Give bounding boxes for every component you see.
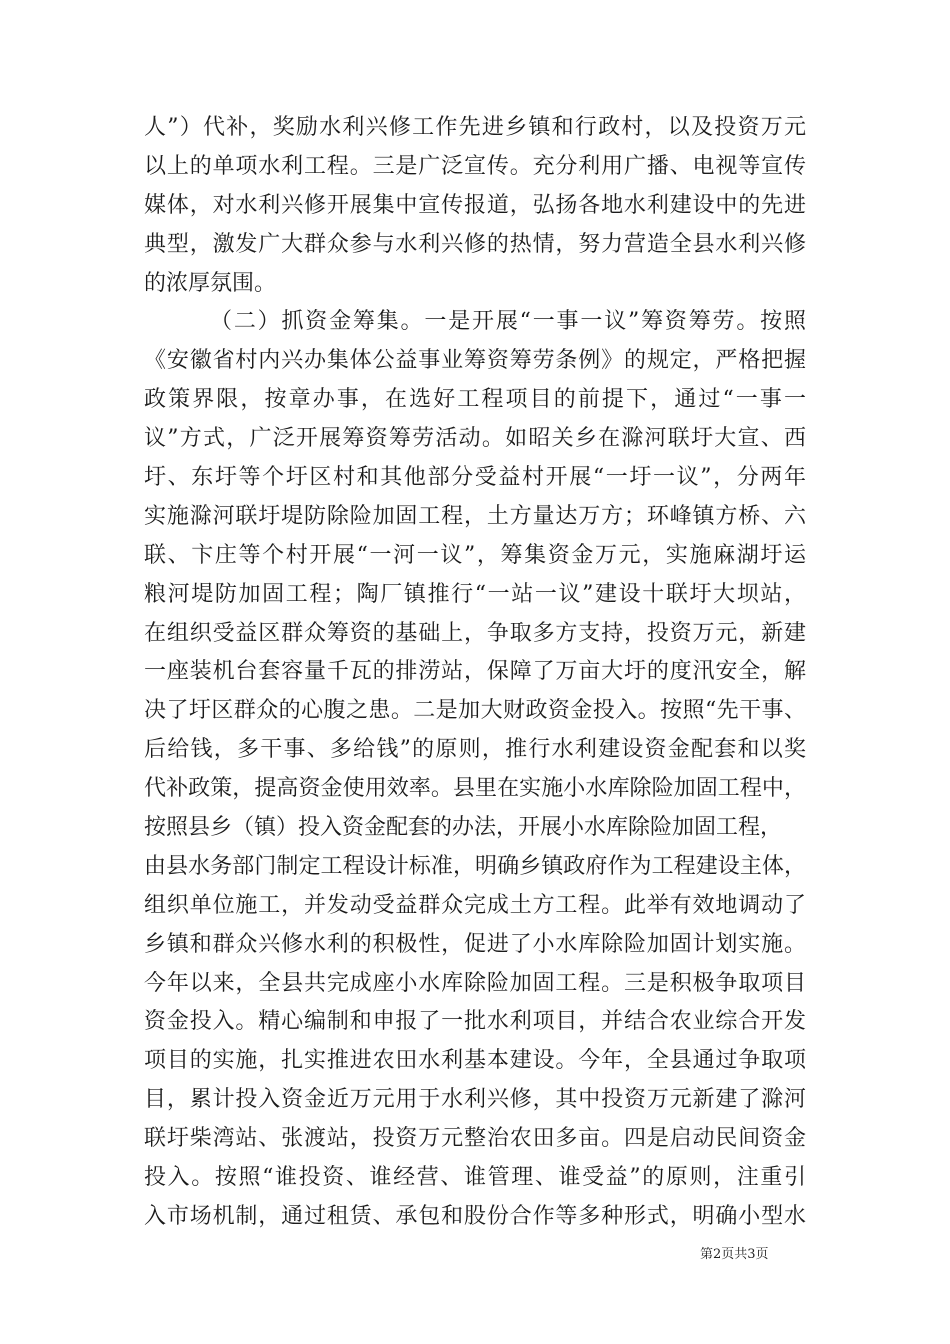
text-line: 议”方式，广泛开展筹资筹劳活动。如昭关乡在滁河联圩大宣、西 [144, 426, 806, 452]
text-line: 联、卞庄等个村开展“一河一议”，筹集资金万元，实施麻湖圩运 [144, 542, 806, 568]
text-line: 圩、东圩等个圩区村和其他部分受益村开展“一圩一议”，分两年 [144, 465, 806, 491]
text-line: 项目的实施，扎实推进农田水利基本建设。今年，全县通过争取项 [144, 1048, 806, 1074]
text-line: 人”）代补，奖励水利兴修工作先进乡镇和行政村，以及投资万元 [144, 115, 806, 140]
text-line: 由县水务部门制定工程设计标准，明确乡镇政府作为工程建设主体， [144, 853, 806, 879]
text-line: 投入。按照“谁投资、谁经营、谁管理、谁受益”的原则，注重引 [144, 1165, 806, 1191]
text-line: 目，累计投入资金近万元用于水利兴修，其中投资万元新建了滁河 [144, 1087, 806, 1113]
page-number-footer [700, 1245, 810, 1265]
text-line: （二）抓资金筹集。一是开展“一事一议”筹资筹劳。按照 [210, 309, 806, 335]
text-line: 乡镇和群众兴修水利的积极性，促进了小水库除险加固计划实施。 [144, 931, 806, 957]
text-line: 组织单位施工，并发动受益群众完成土方工程。此举有效地调动了 [144, 892, 806, 918]
text-line: 粮河堤防加固工程；陶厂镇推行“一站一议”建设十联圩大坝站， [144, 581, 806, 607]
text-line: 以上的单项水利工程。三是广泛宣传。充分利用广播、电视等宣传 [144, 153, 806, 179]
text-line: 入市场机制，通过租赁、承包和股份合作等多种形式，明确小型水 [144, 1203, 806, 1229]
text-line: 联圩柴湾站、张渡站，投资万元整治农田多亩。四是启动民间资金 [144, 1126, 806, 1152]
text-line: 后给钱，多干事、多给钱”的原则，推行水利建设资金配套和以奖 [144, 737, 806, 763]
text-line: 政策界限，按章办事，在选好工程项目的前提下，通过“一事一 [144, 387, 806, 413]
text-line: 决了圩区群众的心腹之患。二是加大财政资金投入。按照“先干事、 [144, 698, 806, 724]
text-line: 一座装机台套容量千瓦的排涝站，保障了万亩大圩的度汛安全，解 [144, 659, 806, 685]
text-line: 媒体，对水利兴修开展集中宣传报道，弘扬各地水利建设中的先进 [144, 192, 806, 218]
text-line: 在组织受益区群众筹资的基础上，争取多方支持，投资万元，新建 [144, 620, 806, 646]
text-line: 的浓厚氛围。 [144, 270, 277, 296]
body-text [144, 109, 806, 1237]
page-number-label: 第2页共3页 [700, 1247, 769, 1262]
text-line: 今年以来，全县共完成座小水库除险加固工程。三是积极争取项目 [144, 970, 806, 996]
text-line: 《安徽省村内兴办集体公益事业筹资筹劳条例》的规定，严格把握 [144, 348, 806, 374]
text-line: 代补政策，提高资金使用效率。县里在实施小水库除险加固工程中， [144, 776, 806, 802]
text-line: 实施滁河联圩堤防除险加固工程，土方量达万方；环峰镇方桥、六 [144, 503, 806, 529]
text-line: 资金投入。精心编制和申报了一批水利项目，并结合农业综合开发 [144, 1009, 806, 1035]
text-line: 典型，激发广大群众参与水利兴修的热情，努力营造全县水利兴修 [144, 231, 806, 257]
text-line: 按照县乡（镇）投入资金配套的办法，开展小水库除险加固工程， [144, 815, 783, 841]
